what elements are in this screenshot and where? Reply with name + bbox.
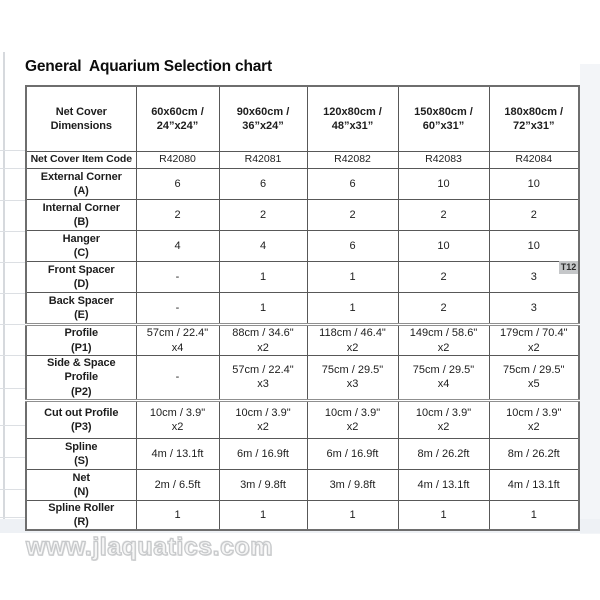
ghost-grid-tick: [0, 517, 25, 518]
value-cell: 1: [219, 262, 307, 293]
value-cell: 1: [489, 500, 579, 530]
table-row: [26, 400, 579, 438]
value-cell: 57cm / 22.4" x3: [219, 356, 307, 401]
value-cell: 10cm / 3.9" x2: [219, 400, 307, 438]
value-cell: 1: [307, 500, 398, 530]
value-cell: 2: [398, 262, 489, 293]
row-label-cell: Internal Corner (B): [26, 200, 136, 231]
value-cell: 3m / 9.8ft: [307, 469, 398, 500]
size-column-header-cell: 90x60cm / 36”x24”: [219, 86, 307, 152]
table-row: [26, 293, 579, 325]
item-code-cell: R42081: [219, 152, 307, 169]
dimensions-header-cell: Net Cover Dimensions: [26, 86, 136, 152]
table-row: [26, 169, 579, 200]
row-label-cell: External Corner (A): [26, 169, 136, 200]
value-cell: 10cm / 3.9" x2: [136, 400, 219, 438]
value-cell: 1: [307, 293, 398, 325]
value-cell: 10cm / 3.9" x2: [489, 400, 579, 438]
value-cell: 2: [136, 200, 219, 231]
value-cell: 1: [219, 500, 307, 530]
table-row: [26, 356, 579, 401]
value-cell: -: [136, 293, 219, 325]
row-label-cell: Profile (P1): [26, 325, 136, 356]
value-cell: 4: [136, 231, 219, 262]
value-cell: 118cm / 46.4" x2: [307, 325, 398, 356]
row-label-cell: Spline (S): [26, 438, 136, 469]
value-cell: 2: [219, 200, 307, 231]
corner-tag: T12: [560, 262, 577, 272]
item-code-cell: R42083: [398, 152, 489, 169]
value-cell: 2: [398, 200, 489, 231]
value-cell: 75cm / 29.5" x5: [489, 356, 579, 401]
value-cell: 6: [307, 169, 398, 200]
value-cell: 4m / 13.1ft: [136, 438, 219, 469]
ghost-grid-tick: [0, 200, 25, 201]
value-cell: 75cm / 29.5" x3: [307, 356, 398, 401]
ghost-grid-tick: [0, 293, 25, 294]
row-label-cell: Cut out Profile (P3): [26, 400, 136, 438]
value-cell: -: [136, 262, 219, 293]
ghost-grid-tick: [0, 457, 25, 458]
value-cell: 10: [398, 169, 489, 200]
value-cell: 8m / 26.2ft: [398, 438, 489, 469]
table-row: [26, 86, 579, 152]
value-cell: 88cm / 34.6" x2: [219, 325, 307, 356]
ghost-grid-tick: [0, 231, 25, 232]
value-cell: 4m / 13.1ft: [398, 469, 489, 500]
table-row: [26, 325, 579, 356]
value-cell: 75cm / 29.5" x4: [398, 356, 489, 401]
value-cell: 2: [398, 293, 489, 325]
value-cell: 179cm / 70.4" x2: [489, 325, 579, 356]
value-cell: 8m / 26.2ft: [489, 438, 579, 469]
value-cell: 10: [489, 231, 579, 262]
value-cell: 4: [219, 231, 307, 262]
value-cell: 1: [219, 293, 307, 325]
size-column-header-cell: 60x60cm / 24”x24”: [136, 86, 219, 152]
value-cell: 6: [219, 169, 307, 200]
value-cell: 2: [307, 200, 398, 231]
table-row: [26, 438, 579, 469]
item-code-cell: R42082: [307, 152, 398, 169]
value-cell: 149cm / 58.6" x2: [398, 325, 489, 356]
ghost-grid-tick: [0, 489, 25, 490]
selection-table: [25, 85, 580, 531]
table-row: [26, 231, 579, 262]
size-column-header-cell: 150x80cm / 60”x31”: [398, 86, 489, 152]
table-row: [26, 469, 579, 500]
value-cell: 3: [489, 293, 579, 325]
ghost-grid-tick: [0, 324, 25, 325]
row-label-cell: Front Spacer (D): [26, 262, 136, 293]
ghost-grid-tick: [0, 355, 25, 356]
table-row: [26, 262, 579, 293]
value-cell: 1: [307, 262, 398, 293]
item-code-cell: R42080: [136, 152, 219, 169]
size-column-header-cell: 120x80cm / 48”x31”: [307, 86, 398, 152]
size-column-header-cell: 180x80cm / 72”x31”: [489, 86, 579, 152]
ghost-grid-tick: [0, 425, 25, 426]
value-cell: 1: [136, 500, 219, 530]
ghost-grid-tick: [0, 388, 25, 389]
ghost-grid-tick: [0, 150, 25, 151]
value-cell: -: [136, 356, 219, 401]
page-title: General Aquarium Selection chart: [25, 58, 272, 75]
value-cell: 6: [307, 231, 398, 262]
row-label-cell: Hanger (C): [26, 231, 136, 262]
item-code-cell: R42084: [489, 152, 579, 169]
table-row: [26, 500, 579, 530]
value-cell: 10cm / 3.9" x2: [307, 400, 398, 438]
value-cell: 10: [398, 231, 489, 262]
value-cell: 2m / 6.5ft: [136, 469, 219, 500]
right-margin-band: [580, 64, 600, 534]
value-cell: 6m / 16.9ft: [307, 438, 398, 469]
watermark-text: www.jlaquatics.com: [26, 533, 274, 561]
value-cell: 6: [136, 169, 219, 200]
value-cell: 1: [398, 500, 489, 530]
table-row: [26, 200, 579, 231]
item-code-label-cell: Net Cover Item Code: [26, 152, 136, 169]
left-edge-ghost-line: [3, 52, 5, 519]
selection-table-body: [26, 86, 579, 530]
value-cell: 3m / 9.8ft: [219, 469, 307, 500]
table-row: [26, 152, 579, 169]
row-label-cell: Spline Roller (R): [26, 500, 136, 530]
value-cell: 4m / 13.1ft: [489, 469, 579, 500]
value-cell: 6m / 16.9ft: [219, 438, 307, 469]
row-label-cell: Net (N): [26, 469, 136, 500]
ghost-grid-tick: [0, 262, 25, 263]
ghost-grid-tick: [0, 168, 25, 169]
value-cell: 10cm / 3.9" x2: [398, 400, 489, 438]
value-cell: 57cm / 22.4" x4: [136, 325, 219, 356]
row-label-cell: Back Spacer (E): [26, 293, 136, 325]
row-label-cell: Side & Space Profile (P2): [26, 356, 136, 401]
value-cell: 2: [489, 200, 579, 231]
value-cell: 3: [489, 262, 579, 293]
value-cell: 10: [489, 169, 579, 200]
